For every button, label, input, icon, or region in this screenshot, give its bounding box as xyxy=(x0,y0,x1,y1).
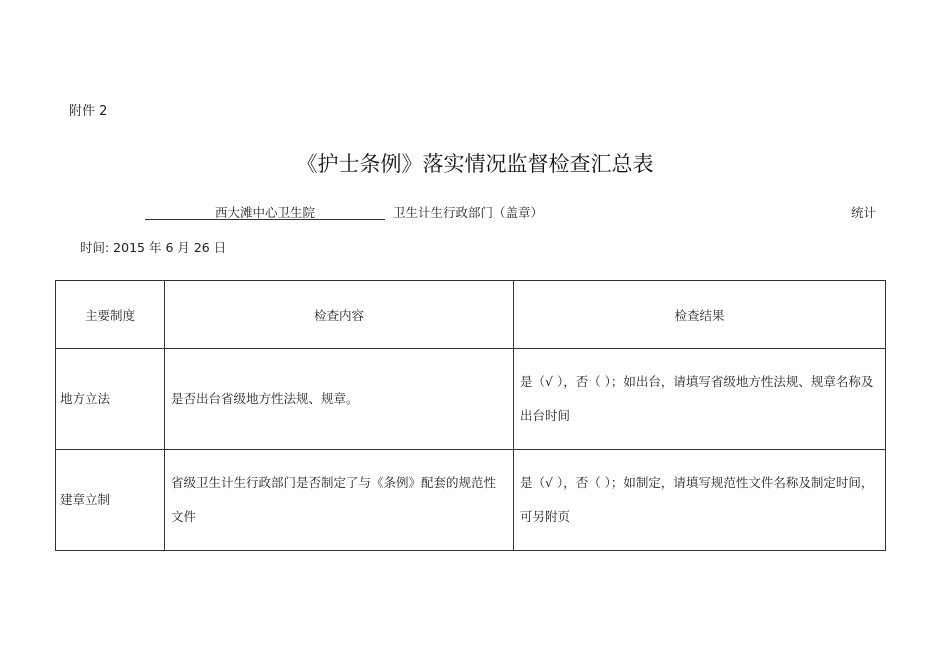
table-header-row xyxy=(56,281,886,349)
header-content: 检查内容 xyxy=(165,281,514,349)
summary-table xyxy=(55,280,886,551)
row-result: 是（√ ），否（ ）；如出台，请填写省级地方性法规、规章名称及出台时间 xyxy=(514,349,886,450)
date-line: 时间: 2015 年 6 月 26 日 xyxy=(80,240,227,255)
unit-name: 西大滩中心卫生院 xyxy=(145,203,385,220)
row-content: 是否出台省级地方性法规、规章。 xyxy=(165,349,514,450)
row-content: 省级卫生计生行政部门是否制定了与《条例》配套的规范性文件 xyxy=(165,450,514,551)
document-title: 《护士条例》落实情况监督检查汇总表 xyxy=(296,152,654,176)
table-row xyxy=(56,349,886,450)
stat-label: 统计 xyxy=(851,205,877,220)
row-result: 是（√ ），否（ ）；如制定，请填写规范性文件名称及制定时间，可另附页 xyxy=(514,450,886,551)
unit-suffix: 卫生计生行政部门（盖章） xyxy=(393,205,544,220)
header-result: 检查结果 xyxy=(514,281,886,349)
attachment-label: 附件 2 xyxy=(69,104,108,119)
row-system: 建章立制 xyxy=(56,450,165,551)
table-row xyxy=(56,450,886,551)
header-system: 主要制度 xyxy=(56,281,165,349)
row-system: 地方立法 xyxy=(56,349,165,450)
